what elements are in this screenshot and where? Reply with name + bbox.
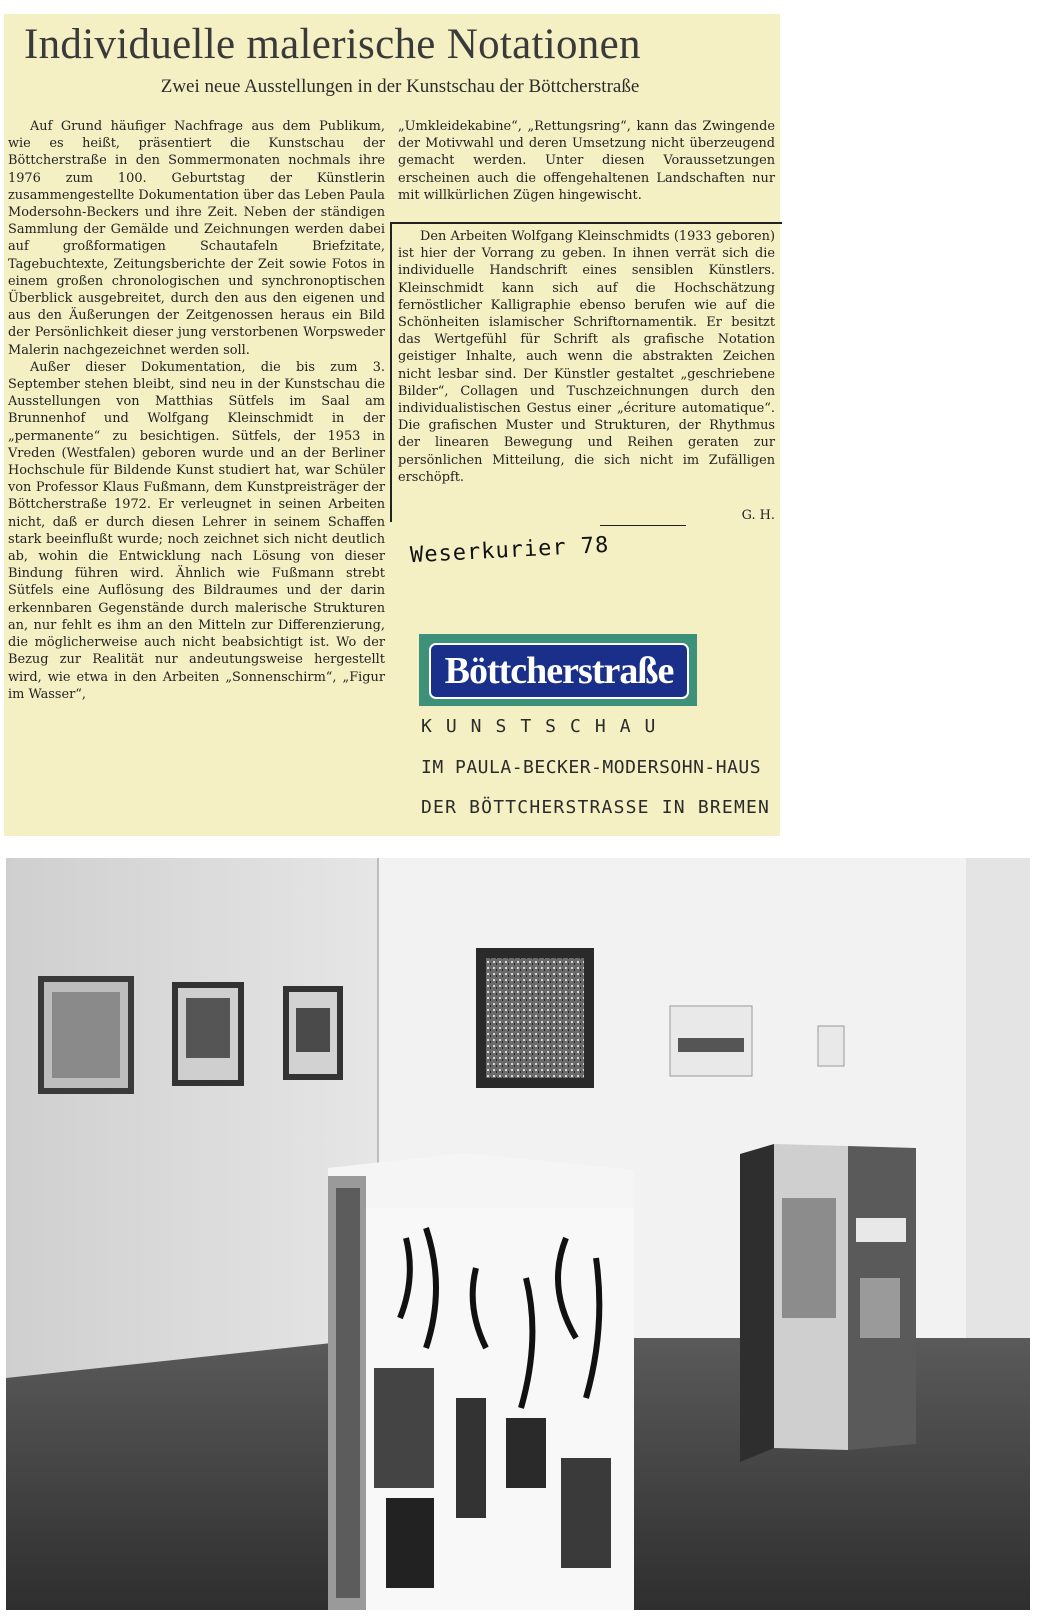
article-subheadline: Zwei neue Ausstellungen in der Kunstschau der Böttcherstraße xyxy=(160,76,640,97)
stamp-house: IM PAULA-BECKER-MODERSOHN-HAUS xyxy=(421,757,762,778)
article-paragraph: „Umkleidekabine“, „Rettungsring“, kann das Zwingende der Motivwahl und deren Umsetzung nicht überzeugend gemacht werden. Unter diesen Voraussetzungen erscheinen auch die offengehaltenen Landschaften nur mit willkürlichen Zügen hingewischt. xyxy=(398,119,775,203)
box-rule xyxy=(600,525,686,526)
stamp-street: DER BÖTTCHERSTRASSE IN BREMEN xyxy=(421,797,771,818)
boettcherstrasse-logo xyxy=(419,634,697,706)
article-headline: Individuelle malerische Notationen xyxy=(24,21,641,68)
handwritten-source-note: Weserkurier 78 xyxy=(409,532,610,569)
article-author: G. H. xyxy=(741,507,775,523)
exhibition-photo xyxy=(6,858,1030,1610)
logo-text: Böttcherstraße xyxy=(429,643,689,699)
article-paragraph: Außer dieser Dokumentation, die bis zum 3. September stehen bleibt, sind neu in der Kunstschau die Ausstellungen von Matthias Sütfels im Saal am Brunnenhof und Wolfgang Kleinschmidt in der „permanente“ zu besichtigen. Sütfels, der 1953 in Vreden (Westfalen) geboren wurde und an der Berliner Hochschule für Bildende Kunst studiert hat, war Schüler von Professor Klaus Fußmann, dem Kunstpreisträger der Böttcherstraße 1972. Er verleugnet in seinen Arbeiten nicht, daß er durch diesen Lehrer in seinem Schaffen stark beeinflußt wurde; noch zeichnet sich nicht deutlich ab, wohin die Entwicklung nach Lösung von dieser Bindung führen wird. Ähnlich wie Fußmann strebt Sütfels eine Auflösung des Bildraumes und der darin erkennbaren Gegenstände durch malerische Strukturen an, nur fehlt es ihm an den Mitteln zur Differenzierung, die möglicherweise auch nicht beabsichtigt ist. Wo der Bezug zur Realität nur andeutungsweise hergestellt wird, wie etwa in den Arbeiten „Sonnenschirm“, „Figur im Wasser“, xyxy=(8,359,385,702)
article-column-right-bottom xyxy=(398,228,775,524)
article-column-right-top xyxy=(398,118,775,204)
box-rule xyxy=(392,222,782,224)
article-paragraph: Den Arbeiten Wolfgang Kleinschmidts (1933 geboren) ist hier der Vorrang zu geben. In ihnen verrät sich die individuelle Handschrift eines sensiblen Künstlers. Kleinschmidt kann sich auf die Hochschätzung fernöstlicher Kalligraphie ebenso berufen wie auf die Schönheiten islamischer Schriftornamentik. Er besitzt das Wertgefühl für Schrift als grafische Notation geistiger Inhalte, auch wenn die abstrakten Zeichen nicht lesbar sind. Der Künstler gestaltet „geschriebene Bilder“, Collagen und Tuschzeichnungen durch den individualistischen Gestus einer „écriture automatique“. Die grafischen Muster und Strukturen, der Rhythmus der linearen Bewegung und Reihen geraten zur persönlichen Mitteilung, die sich nicht im Zufälligen erschöpft. xyxy=(398,229,775,485)
box-rule xyxy=(390,222,392,522)
stamp-kunstschau: KUNSTSCHAU xyxy=(421,716,670,737)
calligraphy-cube xyxy=(328,1153,634,1610)
folding-screen xyxy=(740,1144,916,1462)
article-paragraph: Auf Grund häufiger Nachfrage aus dem Publikum, wie es heißt, präsentiert die Kunstschau der Böttcherstraße in den Sommermonaten nochmals ihre 1976 zum 100. Geburtstag der Künstlerin zusammengestellte Dokumentation über das Leben Paula Modersohn-Beckers und ihre Zeit. Neben der ständigen Sammlung der Gemälde und Zeichnungen werden dabei auf großformatigen Schautafeln Briefzitate, Tagebuchtexte, Zeitungsberichte der Zeit sowie Fotos in einem großen chronologischen und synchronoptischen Überblick ausgebreitet, durch den aus den eigenen und aus den Äußerungen der Zeitgenossen heraus ein Bild der Persönlichkeit dieser jung verstorbenen Worpsweder Malerin nachgezeichnet werden soll. xyxy=(8,119,385,358)
article-column-left xyxy=(8,118,385,703)
